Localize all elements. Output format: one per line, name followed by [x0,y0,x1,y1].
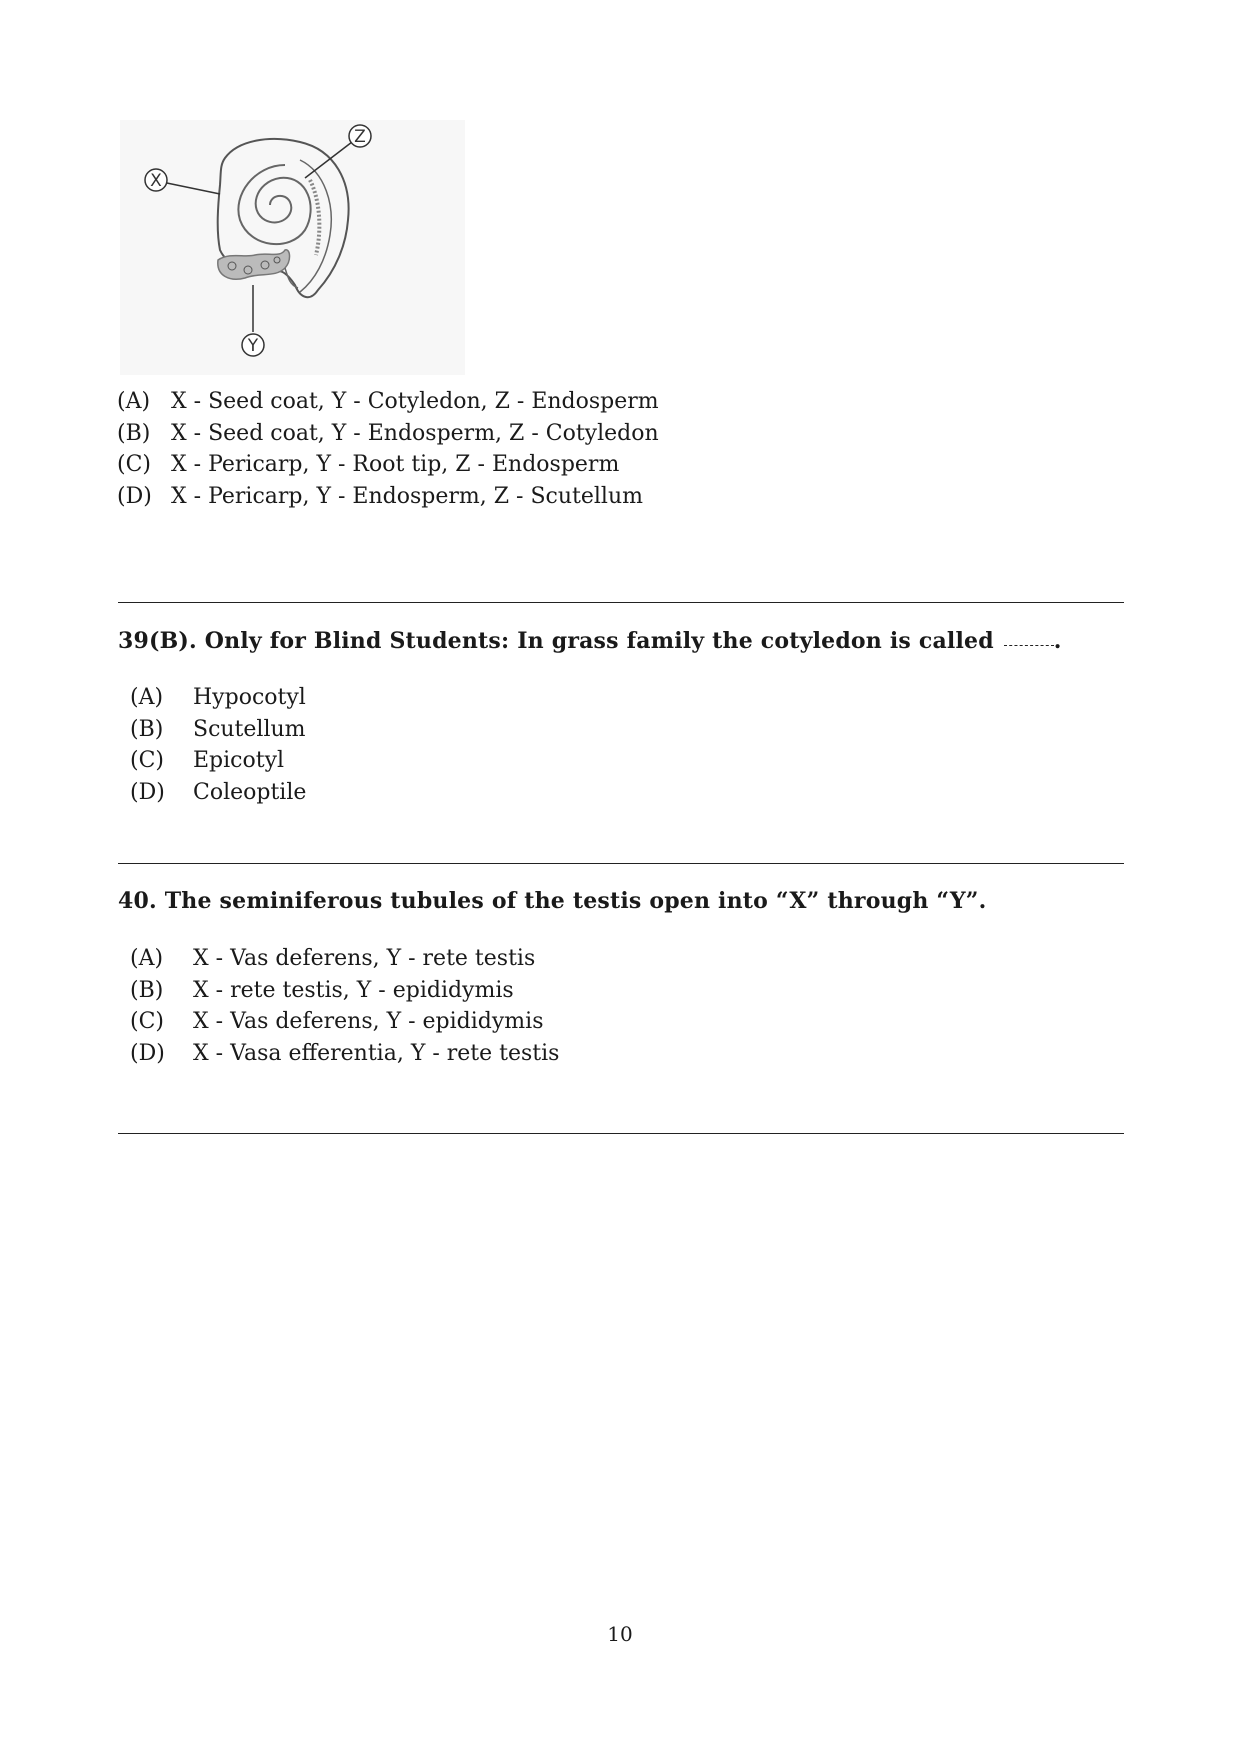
option-key: (B) [130,716,164,742]
option-key: (A) [117,389,151,414]
q39b-title-end: . [1053,628,1062,654]
q39b-title-text: 39(B). Only for Blind Students: In grass family the cotyledon is called [118,628,994,654]
q38-options [117,386,659,512]
divider [118,863,1124,864]
label-z: Z [354,127,366,147]
option-b[interactable] [117,418,659,450]
q40-options [130,943,559,1069]
option-key: (D) [130,1040,165,1066]
option-key: (D) [117,483,152,509]
page-number: 10 [607,1622,633,1646]
option-text: Hypocotyl [193,685,306,710]
option-text: Scutellum [193,716,306,742]
option-key: (A) [130,946,164,971]
fill-in-blank [1004,645,1054,646]
q40-title: 40. The seminiferous tubules of the testis open into “X” through “Y”. [118,888,987,914]
option-d[interactable] [130,777,306,809]
option-key: (C) [117,452,151,477]
option-text: X - Seed coat, Y - Cotyledon, Z - Endosperm [171,389,659,414]
option-text: X - Seed coat, Y - Endosperm, Z - Cotyledon [171,420,659,446]
option-text: X - Vas deferens, Y - rete testis [193,946,536,971]
option-key: (A) [130,685,164,710]
leader-line-z [305,142,352,178]
option-key: (D) [130,779,165,805]
leader-line-x [162,182,220,194]
option-text: X - Vasa efferentia, Y - rete testis [193,1040,560,1066]
option-key: (B) [117,420,151,446]
band-texture [310,180,319,255]
option-a[interactable] [117,386,659,418]
option-a[interactable] [130,943,559,975]
label-x: X [150,171,162,191]
divider [118,1133,1124,1134]
option-text: X - rete testis, Y - epididymis [193,977,514,1003]
option-text: Epicotyl [193,748,285,773]
seed-diagram [120,120,465,375]
option-text: X - Vas deferens, Y - epididymis [193,1009,544,1034]
inner-band [300,160,331,292]
option-key: (C) [130,748,164,773]
option-b[interactable] [130,975,559,1007]
embryo-spiral [238,165,310,244]
option-c[interactable] [130,1006,559,1038]
option-c[interactable] [130,745,306,777]
q39b-title [118,628,1062,654]
option-text: Coleoptile [193,779,307,805]
option-text: X - Pericarp, Y - Endosperm, Z - Scutellum [171,483,643,509]
option-b[interactable] [130,714,306,746]
seed-diagram-figure [120,120,465,375]
label-y: Y [247,336,259,356]
option-text: X - Pericarp, Y - Root tip, Z - Endosperm [171,452,620,477]
divider [118,602,1124,603]
option-d[interactable] [130,1038,559,1070]
option-c[interactable] [117,449,659,481]
option-d[interactable] [117,481,659,513]
option-a[interactable] [130,682,306,714]
option-key: (B) [130,977,164,1003]
option-key: (C) [130,1009,164,1034]
q39b-options [130,682,306,808]
